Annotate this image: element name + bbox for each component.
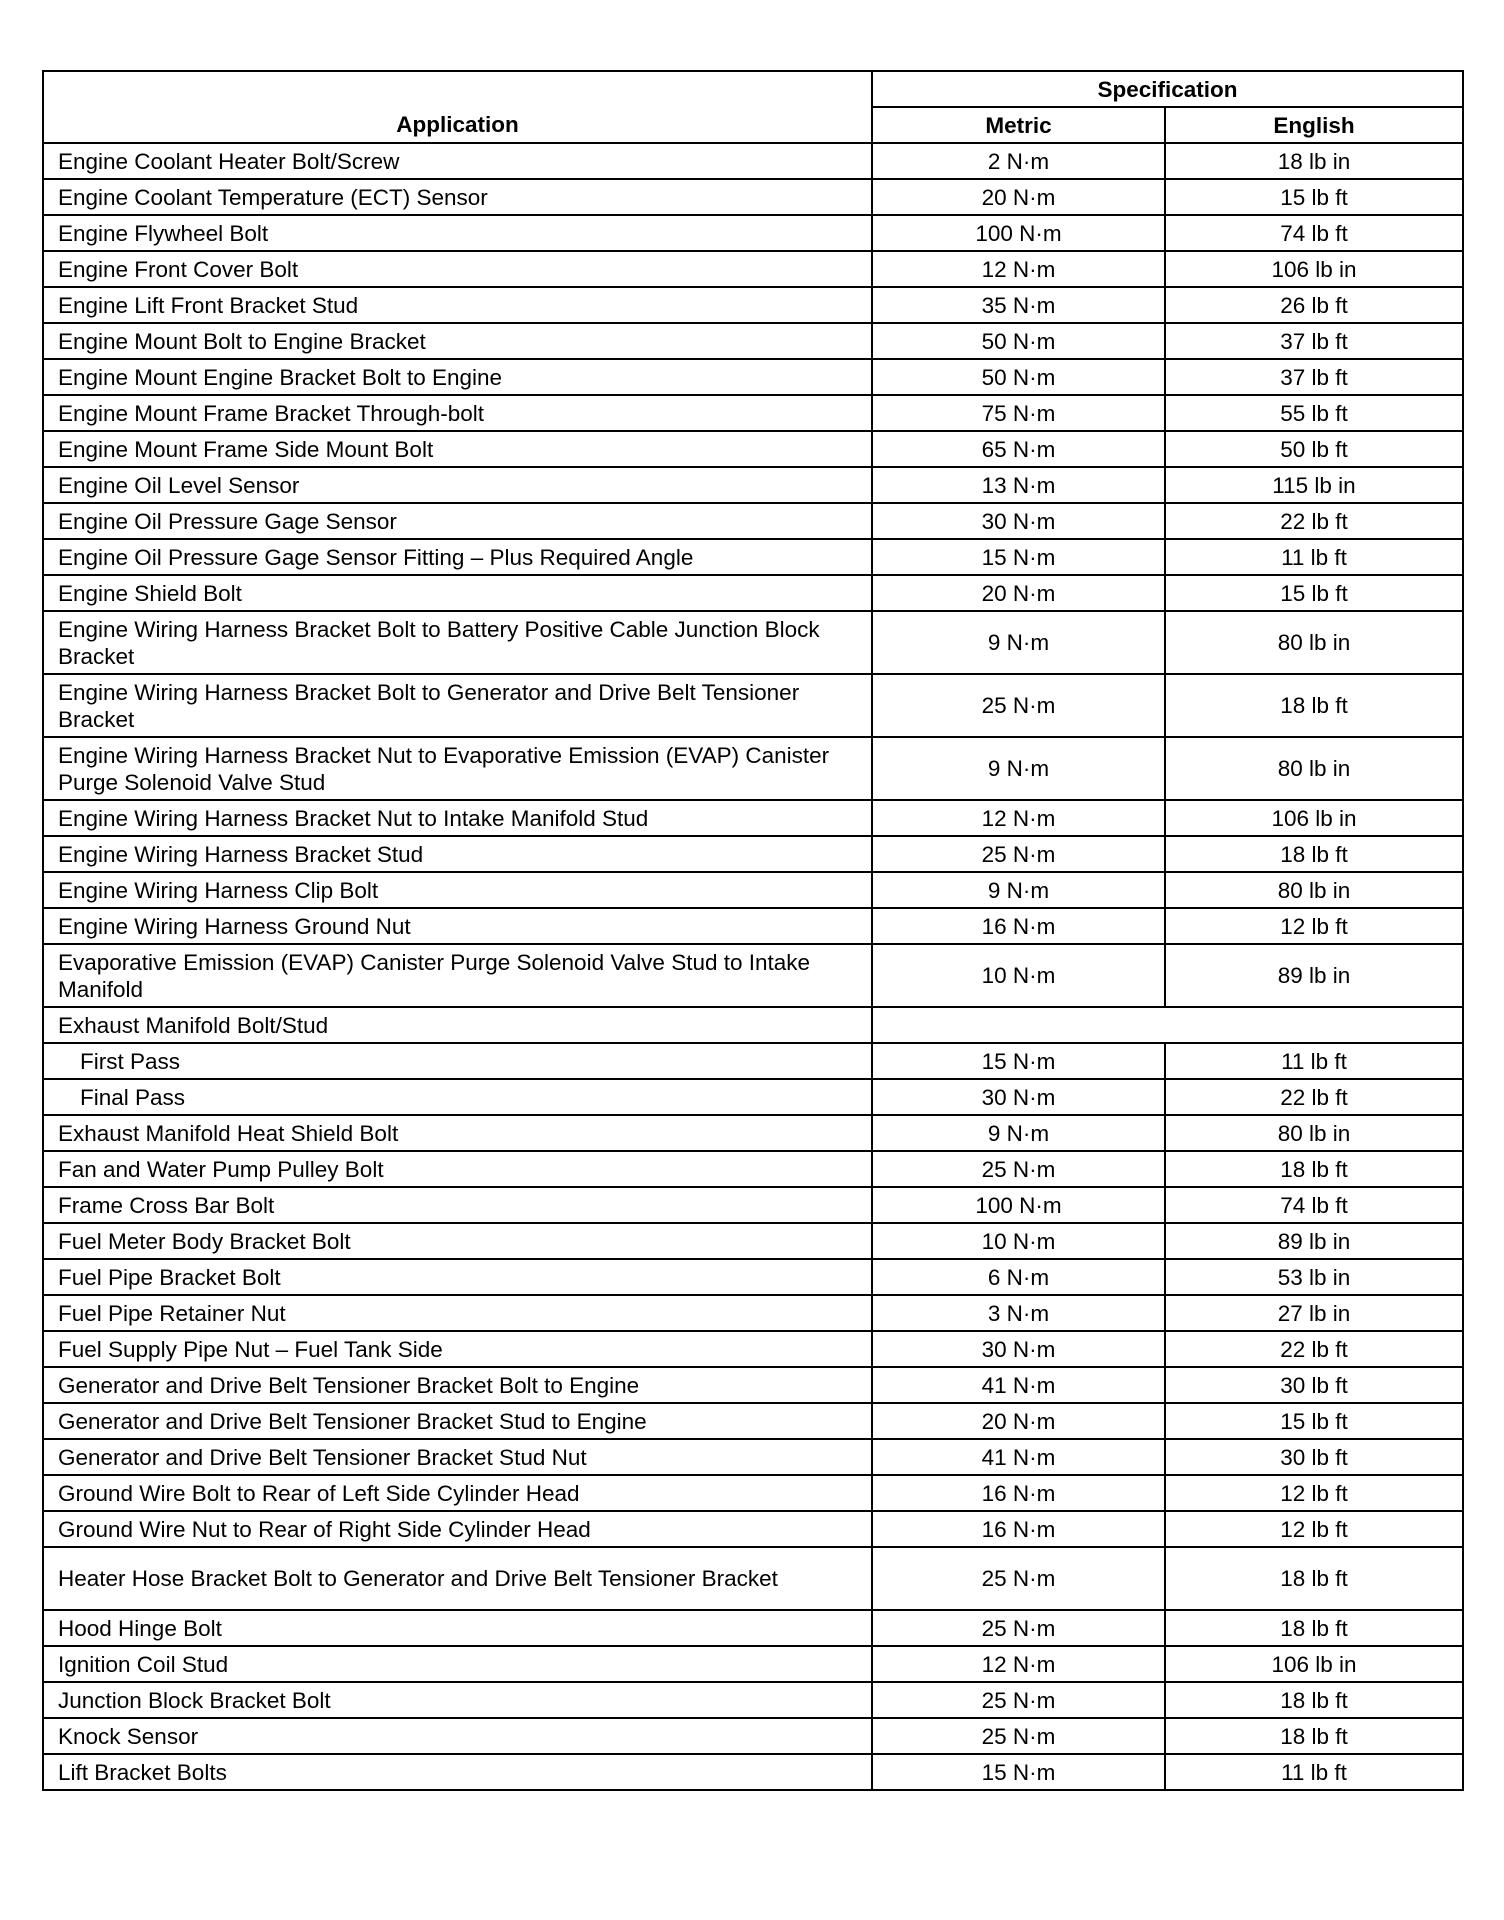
application-cell: Fuel Pipe Bracket Bolt — [43, 1259, 872, 1295]
metric-cell: 16 N·m — [872, 1475, 1165, 1511]
application-cell: Junction Block Bracket Bolt — [43, 1682, 872, 1718]
table-row — [43, 908, 1463, 944]
table-row — [43, 1718, 1463, 1754]
application-cell: Engine Coolant Temperature (ECT) Sensor — [43, 179, 872, 215]
metric-cell: 100 N·m — [872, 215, 1165, 251]
english-cell: 30 lb ft — [1165, 1367, 1463, 1403]
english-cell: 30 lb ft — [1165, 1439, 1463, 1475]
table-row — [43, 1115, 1463, 1151]
english-cell: 18 lb ft — [1165, 1682, 1463, 1718]
application-cell: Fan and Water Pump Pulley Bolt — [43, 1151, 872, 1187]
application-cell: Engine Oil Pressure Gage Sensor — [43, 503, 872, 539]
metric-cell: 12 N·m — [872, 800, 1165, 836]
application-cell: Engine Flywheel Bolt — [43, 215, 872, 251]
table-row — [43, 1610, 1463, 1646]
table-row — [43, 323, 1463, 359]
metric-cell: 15 N·m — [872, 1754, 1165, 1790]
table-row — [43, 1079, 1463, 1115]
english-cell: 18 lb in — [1165, 143, 1463, 179]
table-row — [43, 215, 1463, 251]
application-cell: Exhaust Manifold Heat Shield Bolt — [43, 1115, 872, 1151]
metric-cell: 75 N·m — [872, 395, 1165, 431]
table-row — [43, 611, 1463, 674]
metric-cell: 25 N·m — [872, 1547, 1165, 1610]
table-row — [43, 179, 1463, 215]
metric-cell: 20 N·m — [872, 575, 1165, 611]
english-cell: 106 lb in — [1165, 251, 1463, 287]
metric-cell: 41 N·m — [872, 1367, 1165, 1403]
metric-cell: 10 N·m — [872, 1223, 1165, 1259]
english-cell: 74 lb ft — [1165, 215, 1463, 251]
english-column-header: English — [1165, 107, 1463, 143]
metric-cell: 35 N·m — [872, 287, 1165, 323]
metric-cell: 16 N·m — [872, 908, 1165, 944]
metric-cell: 50 N·m — [872, 359, 1165, 395]
table-row — [43, 251, 1463, 287]
application-cell: Ground Wire Bolt to Rear of Left Side Cylinder Head — [43, 1475, 872, 1511]
application-cell: Ignition Coil Stud — [43, 1646, 872, 1682]
metric-cell: 12 N·m — [872, 1646, 1165, 1682]
application-column-header: Application — [43, 71, 872, 143]
metric-cell: 16 N·m — [872, 1511, 1165, 1547]
metric-cell: 25 N·m — [872, 836, 1165, 872]
table-row — [43, 1367, 1463, 1403]
metric-cell: 15 N·m — [872, 539, 1165, 575]
metric-cell: 9 N·m — [872, 872, 1165, 908]
metric-cell: 20 N·m — [872, 179, 1165, 215]
table-row — [43, 944, 1463, 1007]
application-cell: Engine Wiring Harness Bracket Bolt to Battery Positive Cable Junction Block Bracket — [43, 611, 872, 674]
english-cell: 89 lb in — [1165, 1223, 1463, 1259]
metric-cell: 25 N·m — [872, 1718, 1165, 1754]
application-cell: Engine Mount Frame Bracket Through-bolt — [43, 395, 872, 431]
table-row — [43, 737, 1463, 800]
metric-cell: 13 N·m — [872, 467, 1165, 503]
metric-cell: 25 N·m — [872, 674, 1165, 737]
application-cell: Generator and Drive Belt Tensioner Bracket Stud to Engine — [43, 1403, 872, 1439]
application-cell: Engine Lift Front Bracket Stud — [43, 287, 872, 323]
english-cell: 12 lb ft — [1165, 908, 1463, 944]
table-row — [43, 1547, 1463, 1610]
application-cell: Engine Wiring Harness Clip Bolt — [43, 872, 872, 908]
metric-cell: 30 N·m — [872, 503, 1165, 539]
metric-cell: 25 N·m — [872, 1682, 1165, 1718]
table-row — [43, 143, 1463, 179]
application-cell: Engine Wiring Harness Ground Nut — [43, 908, 872, 944]
english-cell: 80 lb in — [1165, 737, 1463, 800]
english-cell: 22 lb ft — [1165, 1079, 1463, 1115]
application-cell: Engine Mount Frame Side Mount Bolt — [43, 431, 872, 467]
table-row — [43, 1151, 1463, 1187]
application-cell: Frame Cross Bar Bolt — [43, 1187, 872, 1223]
table-row — [43, 467, 1463, 503]
application-cell: Engine Mount Bolt to Engine Bracket — [43, 323, 872, 359]
table-row — [43, 1043, 1463, 1079]
application-cell: Generator and Drive Belt Tensioner Bracket Bolt to Engine — [43, 1367, 872, 1403]
metric-cell: 9 N·m — [872, 1115, 1165, 1151]
table-group-row — [43, 1007, 1463, 1043]
english-cell: 74 lb ft — [1165, 1187, 1463, 1223]
metric-cell: 65 N·m — [872, 431, 1165, 467]
application-cell: Final Pass — [43, 1079, 872, 1115]
application-cell: Engine Wiring Harness Bracket Nut to Intake Manifold Stud — [43, 800, 872, 836]
table-row — [43, 1475, 1463, 1511]
english-cell: 15 lb ft — [1165, 575, 1463, 611]
metric-cell: 10 N·m — [872, 944, 1165, 1007]
english-cell: 15 lb ft — [1165, 179, 1463, 215]
english-cell: 115 lb in — [1165, 467, 1463, 503]
metric-cell: 20 N·m — [872, 1403, 1165, 1439]
english-cell: 89 lb in — [1165, 944, 1463, 1007]
torque-spec-table — [42, 70, 1464, 1791]
metric-cell: 25 N·m — [872, 1151, 1165, 1187]
metric-cell: 3 N·m — [872, 1295, 1165, 1331]
application-cell: Engine Oil Level Sensor — [43, 467, 872, 503]
english-cell: 12 lb ft — [1165, 1511, 1463, 1547]
english-cell: 18 lb ft — [1165, 1547, 1463, 1610]
table-row — [43, 539, 1463, 575]
english-cell: 12 lb ft — [1165, 1475, 1463, 1511]
metric-cell: 50 N·m — [872, 323, 1165, 359]
application-cell: First Pass — [43, 1043, 872, 1079]
metric-cell: 30 N·m — [872, 1079, 1165, 1115]
english-cell: 50 lb ft — [1165, 431, 1463, 467]
application-cell: Engine Wiring Harness Bracket Bolt to Generator and Drive Belt Tensioner Bracket — [43, 674, 872, 737]
metric-cell: 100 N·m — [872, 1187, 1165, 1223]
table-row — [43, 1223, 1463, 1259]
english-cell: 15 lb ft — [1165, 1403, 1463, 1439]
table-body — [43, 143, 1463, 1790]
english-cell: 11 lb ft — [1165, 539, 1463, 575]
english-cell: 106 lb in — [1165, 800, 1463, 836]
metric-cell: 6 N·m — [872, 1259, 1165, 1295]
metric-cell: 41 N·m — [872, 1439, 1165, 1475]
table-row — [43, 1331, 1463, 1367]
application-cell: Engine Oil Pressure Gage Sensor Fitting – Plus Required Angle — [43, 539, 872, 575]
application-cell: Heater Hose Bracket Bolt to Generator and Drive Belt Tensioner Bracket — [43, 1547, 872, 1610]
table-row — [43, 1439, 1463, 1475]
table-row — [43, 872, 1463, 908]
english-cell: 80 lb in — [1165, 872, 1463, 908]
english-cell: 106 lb in — [1165, 1646, 1463, 1682]
application-cell: Engine Wiring Harness Bracket Stud — [43, 836, 872, 872]
application-cell: Knock Sensor — [43, 1718, 872, 1754]
english-cell: 18 lb ft — [1165, 836, 1463, 872]
english-cell: 18 lb ft — [1165, 1151, 1463, 1187]
empty-spec-cell — [872, 1007, 1463, 1043]
table-row — [43, 287, 1463, 323]
table-row — [43, 1646, 1463, 1682]
english-cell: 37 lb ft — [1165, 323, 1463, 359]
metric-column-header: Metric — [872, 107, 1165, 143]
application-cell: Exhaust Manifold Bolt/Stud — [43, 1007, 872, 1043]
application-cell: Ground Wire Nut to Rear of Right Side Cylinder Head — [43, 1511, 872, 1547]
document-page — [42, 70, 1464, 1791]
table-header — [43, 71, 1463, 143]
english-cell: 80 lb in — [1165, 611, 1463, 674]
english-cell: 11 lb ft — [1165, 1043, 1463, 1079]
table-row — [43, 1682, 1463, 1718]
application-cell: Engine Wiring Harness Bracket Nut to Evaporative Emission (EVAP) Canister Purge Solenoid Valve Stud — [43, 737, 872, 800]
english-cell: 22 lb ft — [1165, 1331, 1463, 1367]
table-row — [43, 836, 1463, 872]
metric-cell: 12 N·m — [872, 251, 1165, 287]
english-cell: 18 lb ft — [1165, 1718, 1463, 1754]
table-row — [43, 359, 1463, 395]
table-row — [43, 1295, 1463, 1331]
english-cell: 26 lb ft — [1165, 287, 1463, 323]
application-cell: Engine Front Cover Bolt — [43, 251, 872, 287]
english-cell: 53 lb in — [1165, 1259, 1463, 1295]
application-cell: Fuel Meter Body Bracket Bolt — [43, 1223, 872, 1259]
table-row — [43, 503, 1463, 539]
table-row — [43, 395, 1463, 431]
metric-cell: 9 N·m — [872, 737, 1165, 800]
specification-column-header: Specification — [872, 71, 1463, 107]
table-row — [43, 575, 1463, 611]
metric-cell: 2 N·m — [872, 143, 1165, 179]
table-row — [43, 1403, 1463, 1439]
english-cell: 80 lb in — [1165, 1115, 1463, 1151]
table-row — [43, 1187, 1463, 1223]
table-row — [43, 1259, 1463, 1295]
metric-cell: 15 N·m — [872, 1043, 1165, 1079]
metric-cell: 25 N·m — [872, 1610, 1165, 1646]
application-cell: Engine Shield Bolt — [43, 575, 872, 611]
english-cell: 27 lb in — [1165, 1295, 1463, 1331]
english-cell: 22 lb ft — [1165, 503, 1463, 539]
metric-cell: 30 N·m — [872, 1331, 1165, 1367]
application-cell: Hood Hinge Bolt — [43, 1610, 872, 1646]
application-cell: Fuel Pipe Retainer Nut — [43, 1295, 872, 1331]
table-row — [43, 431, 1463, 467]
english-cell: 37 lb ft — [1165, 359, 1463, 395]
english-cell: 18 lb ft — [1165, 1610, 1463, 1646]
table-row — [43, 674, 1463, 737]
application-cell: Fuel Supply Pipe Nut – Fuel Tank Side — [43, 1331, 872, 1367]
application-cell: Engine Mount Engine Bracket Bolt to Engine — [43, 359, 872, 395]
application-cell: Generator and Drive Belt Tensioner Bracket Stud Nut — [43, 1439, 872, 1475]
english-cell: 55 lb ft — [1165, 395, 1463, 431]
application-cell: Lift Bracket Bolts — [43, 1754, 872, 1790]
english-cell: 11 lb ft — [1165, 1754, 1463, 1790]
table-row — [43, 1511, 1463, 1547]
english-cell: 18 lb ft — [1165, 674, 1463, 737]
metric-cell: 9 N·m — [872, 611, 1165, 674]
application-cell: Engine Coolant Heater Bolt/Screw — [43, 143, 872, 179]
application-cell: Evaporative Emission (EVAP) Canister Purge Solenoid Valve Stud to Intake Manifold — [43, 944, 872, 1007]
table-row — [43, 800, 1463, 836]
table-row — [43, 1754, 1463, 1790]
